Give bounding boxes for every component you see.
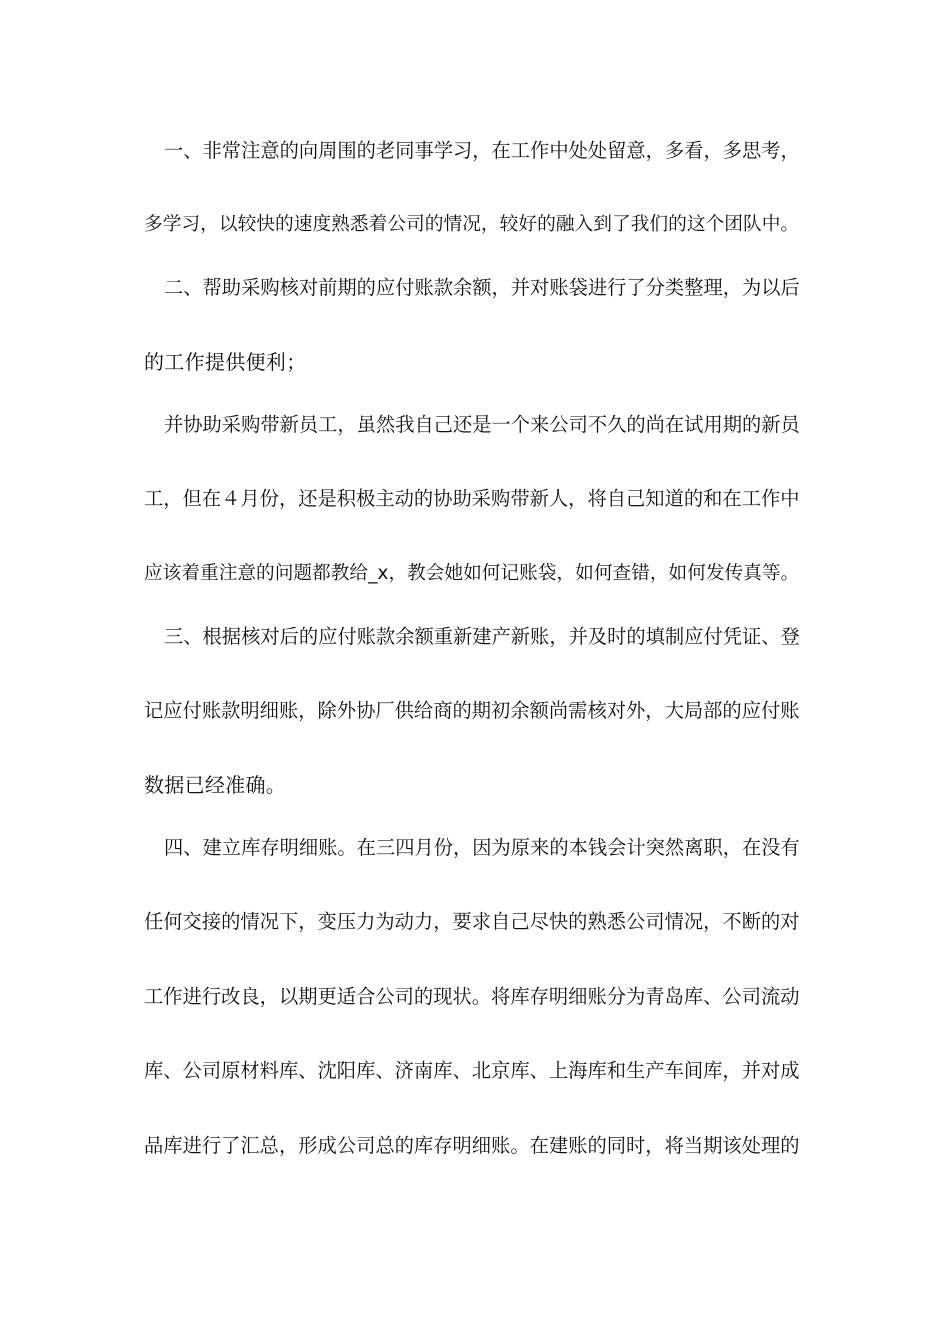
paragraph-4-line-2: 记应付账款明细账，除外协厂供给商的期初余额尚需核对外，大局部的应付账 [144,699,800,722]
paragraph-3-line-1: 并协助采购带新员工，虽然我自己还是一个来公司不久的尚在试用期的新员 [164,413,800,436]
paragraph-2-line-1: 二、帮助采购核对前期的应付账款余额，并对账袋进行了分类整理，为以后 [164,276,800,299]
paragraph-3-line-3: 应该着重注意的问题都教给_x，教会她如何记账袋，如何查错，如何发传真等。 [144,563,800,584]
paragraph-5-line-4: 库、公司原材料库、沈阳库、济南库、北京库、上海库和生产车间库，并对成 [144,1059,800,1082]
paragraph-5-line-3: 工作进行改良，以期更适合公司的现状。将库存明细账分为青岛库、公司流动 [144,985,800,1008]
paragraph-4-line-3: 数据已经准确。 [144,773,287,797]
paragraph-1-line-2: 多学习，以较快的速度熟悉着公司的情况，较好的融入到了我们的这个团队中。 [144,214,800,235]
paragraph-2-line-2: 的工作提供便利； [144,350,307,374]
paragraph-1-line-1: 一、非常注意的向周围的老同事学习，在工作中处处留意，多看，多思考， [164,139,800,162]
paragraph-5-line-1: 四、建立库存明细账。在三四月份，因为原来的本钱会计突然离职，在没有 [164,836,800,859]
paragraph-4-line-1: 三、根据核对后的应付账款余额重新建产新账，并及时的填制应付凭证、登 [164,625,800,648]
paragraph-5-line-5: 品库进行了汇总，形成公司总的库存明细账。在建账的同时，将当期该处理的 [144,1134,800,1157]
paragraph-3-line-2: 工，但在４月份，还是积极主动的协助采购带新人，将自己知道的和在工作中 [144,487,800,510]
paragraph-5-line-2: 任何交接的情况下，变压力为动力，要求自己尽快的熟悉公司情况，不断的对 [144,910,800,933]
